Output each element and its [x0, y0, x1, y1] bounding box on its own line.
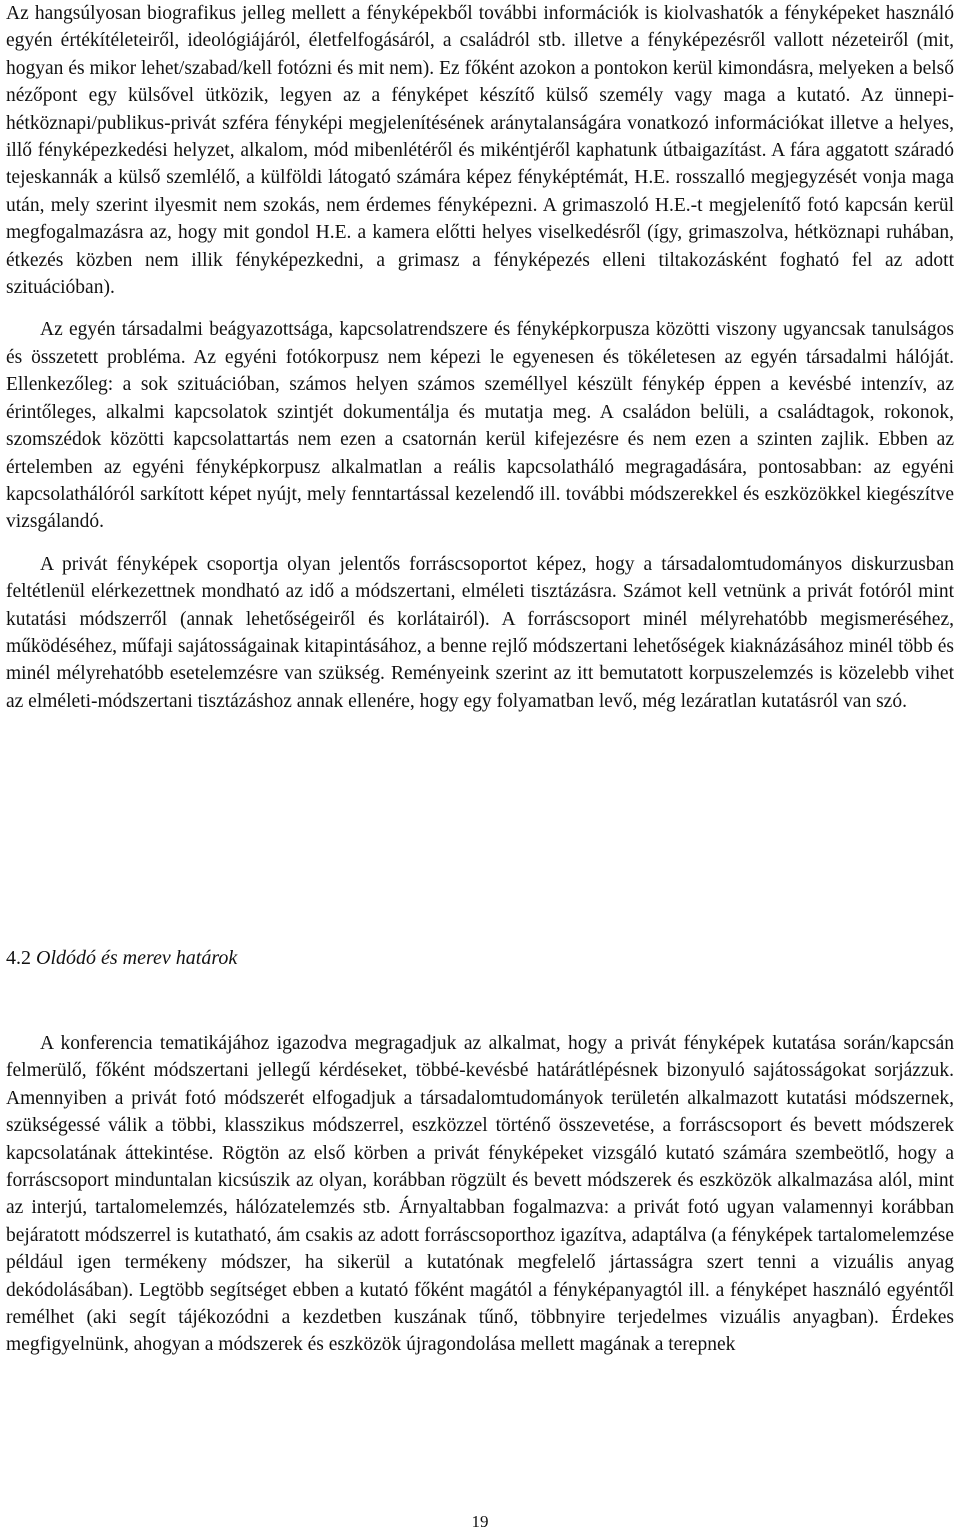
body-paragraph-2: Az egyén társadalmi beágyazottsága, kapcsolatrendszere és fényképkorpusza közötti viszony ugyancsak tanulságos és összetett probléma. Az egyéni fotókorpusz nem képezi le egyenesen és tökéletesen az egyén társadalmi hálóját. Ellenkezőleg: a sok szituációban, számos helyen számos személlyel készült fénykép éppen a kevésbé intenzív, az érintőleges, alkalmi kapcsolatok szintjét dokumentálja és mutatja meg. A családon belüli, a családtagok, rokonok, szomszédok közötti kapcsolattartás nem ezen a csatornán kerül kifejezésre és nem ezen a szinten zajlik. Ebben az értelemben az egyéni fényképkorpusz alkalmatlan a reális kapcsolatháló megragadására, pontosabban: az egyéni kapcsolathálóról sarkított képet nyújt, mely fenntartással kezelendő ill. további módszerekkel és eszközökkel kiegészítve vizsgálandó. [6, 319, 954, 533]
page-number: 19 [471, 1512, 489, 1531]
body-paragraph-3: A privát fényképek csoportja olyan jelentős forráscsoportot képez, hogy a társadalomtudományos diskurzusban feltétlenül elérkezettnek mondható az idő a módszertani, elméleti tisztázásra. Számot kell vetnünk a privát fotóról mint kutatási módszerről (annak lehetőségeiről és korlátairól). A forráscsoport minél mélyrehatóbb megismeréséhez, működéséhez, műfaji sajátosságainak kitapintásához, a benne rejlő módszertani lehetőségek kiaknázásához minél több és minél mélyrehatóbb esetelemzésre van szükség. Reményeink szerint az itt bemutatott korpuszelemzés is közelebb vihet az elméleti-módszertani tisztázáshoz annak ellenére, hogy egy folyamatban levő, még lezáratlan kutatásról van szó. [6, 553, 954, 712]
document-page [6, 0, 954, 715]
section-number: 4.2 [6, 947, 31, 969]
document-page-continued [6, 1030, 954, 1359]
section-heading [6, 943, 237, 973]
section-title: Oldódó és merev határok [36, 947, 238, 969]
body-paragraph-4: A konferencia tematikájához igazodva megragadjuk az alkalmat, hogy a privát fényképek kutatása során/kapcsán felmerülő, főként módszertani jellegű kérdéseket, többé-kevésbé határátlépésnek bizonyuló sajátosságokat sorjázzuk. Amennyiben a privát fotó módszerét elfogadjuk a társadalomtudományok területén alkalmazott kutatási módszernek, szükségessé válik a többi, klasszikus módszerrel, eszközzel történő összevetése, a forráscsoport és bevett módszerek kapcsolatának áttekintése. Rögtön az első körben a privát fényképeket vizsgáló kutató számára szembeötlő, hogy a forráscsoport minduntalan kicsúszik az olyan, korábban rögzült és bevett módszerek és eszközök alkalmazása alól, mint az interjú, tartalomelemzés, hálózatelemzés stb. Árnyaltabban fogalmazva: a privát fotó ugyan valamennyi korábban bejáratott módszerrel is kutatható, ám csakis az adott forráscsoporthoz igazítva, adaptálva (a fényképek tartalomelemzése például igen termékeny módszer, ha sikerül a kutatónak megfelelő jártasságra szert tenni a vizuális anyag dekódolásában). Legtöbb segítséget ebben a kutató főként magától a fényképanyagtól ill. a fényképet használó egyéntől remélhet (aki segít tájékozódni a kezdetben kuszának tűnő, többnyire terjedelmes vizuális anyagban). Érdekes megfigyelnünk, ahogyan a módszerek és eszközök újragondolása mellett magának a terepnek [6, 1033, 954, 1356]
body-paragraph-1: Az hangsúlyosan biografikus jelleg mellett a fényképekből további információk is kiolvashatók a fényképeket használó egyén értékítéleteiről, ideológiájáról, életfelfogásáról, a családról stb. illetve a fényképezésről vallott nézeteiről (mit, hogyan és mikor lehet/szabad/kell fotózni és mit nem). Ez főként azokon a pontokon kerül kimondásra, melyeken a belső nézőpont egy külsővel ütközik, legyen az a fényképet készítő külső személy vagy maga a kutató. Az ünnepi-hétköznapi/publikus-privát szféra fényképi megjelenítésének aránytalanságára vonatkozó információkat illetve a helyes, illő fényképezkedési helyzet, alkalom, mód mibenlétéről és mikéntjéről kaphatunk útbaigazítást. A fára aggatott száradó tejeskannák a külső szemlélő, a külföldi látogató számára képez fényképtémát, H.E. rosszalló megjegyzését vonja maga után, mely szerint ilyesmit nem szokás, nem érdemes fényképezni. A grimaszoló H.E.-t megjelenítő fotó kapcsán kerül megfogalmazásra az, hogy mit gondol H.E. a kamera előtti helyes viselkedésről (így, grimaszolva, hétköznapi ruhában, étkezés közben nem illik fényképezkedni, a grimasz a fényképezés elleni tiltakozásként fogható fel az adott szituációban). [6, 3, 954, 299]
